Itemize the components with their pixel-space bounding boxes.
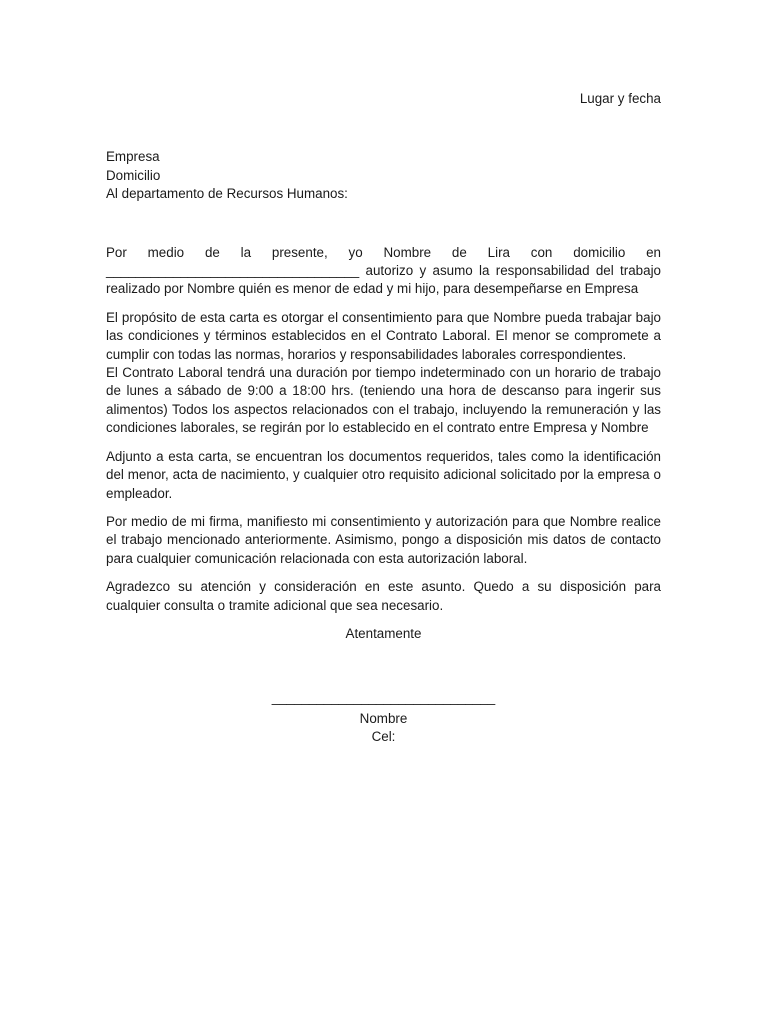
paragraph-contract: El Contrato Laboral tendrá una duración por tiempo indeterminado con un horario de trabajo de lunes a sábado de 9:00 a 18:00 hrs. (teniendo una hora de descanso para ingerir sus alimentos) Todos los aspectos relacionados con el trabajo, incluyendo la remuneración y las condiciones laborales, se regirán por lo establecido en el contrato entre Empresa y Nombre xyxy=(106,365,661,436)
closing: Atentamente xyxy=(345,625,422,641)
paragraph-authorization-rest: __________________________________ autorizo y asumo la responsabilidad del trabajo realizado por Nombre quién es menor de edad y mi hijo, para desempeñarse en Empresa xyxy=(106,263,661,297)
addressee-department: Al departamento de Recursos Humanos: xyxy=(106,186,348,202)
paragraph-authorization-line1: Por medio de la presente, yo Nombre de Lira con domicilio en xyxy=(106,244,661,260)
place-date: Lugar y fecha xyxy=(579,91,661,106)
letter-body xyxy=(106,90,661,747)
paragraph-attachments: Adjunto a esta carta, se encuentran los documentos requeridos, tales como la identificación del menor, acta de nacimiento, y cualquier otro requisito adicional solicitado por la empresa o empleador. xyxy=(106,448,661,501)
signer-name: Nombre xyxy=(359,710,408,726)
paragraph-consent: Por medio de mi firma, manifiesto mi consentimiento y autorización para que Nombre realice el trabajo mencionado anteriormente. Asimismo, pongo a disposición mis datos de contacto para cualquier comunicación relacionada con esta autorización laboral. xyxy=(106,513,661,566)
addressee-company: Empresa xyxy=(106,149,160,165)
signature-line: ______________________________ xyxy=(271,690,496,706)
addressee-block xyxy=(106,148,661,203)
paragraph-purpose: El propósito de esta carta es otorgar el consentimiento para que Nombre pueda trabajar bajo las condiciones y términos establecidos en el Contrato Laboral. El menor se compromete a cumplir con todas las normas, horarios y responsabilidades laborales correspondientes. xyxy=(106,309,661,362)
signer-phone: Cel: xyxy=(371,729,396,745)
paragraph-thanks: Agradezco su atención y consideración en este asunto. Quedo a su disposición para cualquier consulta o tramite adicional que sea necesario. xyxy=(106,579,661,613)
addressee-address: Domicilio xyxy=(106,167,161,183)
paragraph-authorization xyxy=(106,244,661,299)
